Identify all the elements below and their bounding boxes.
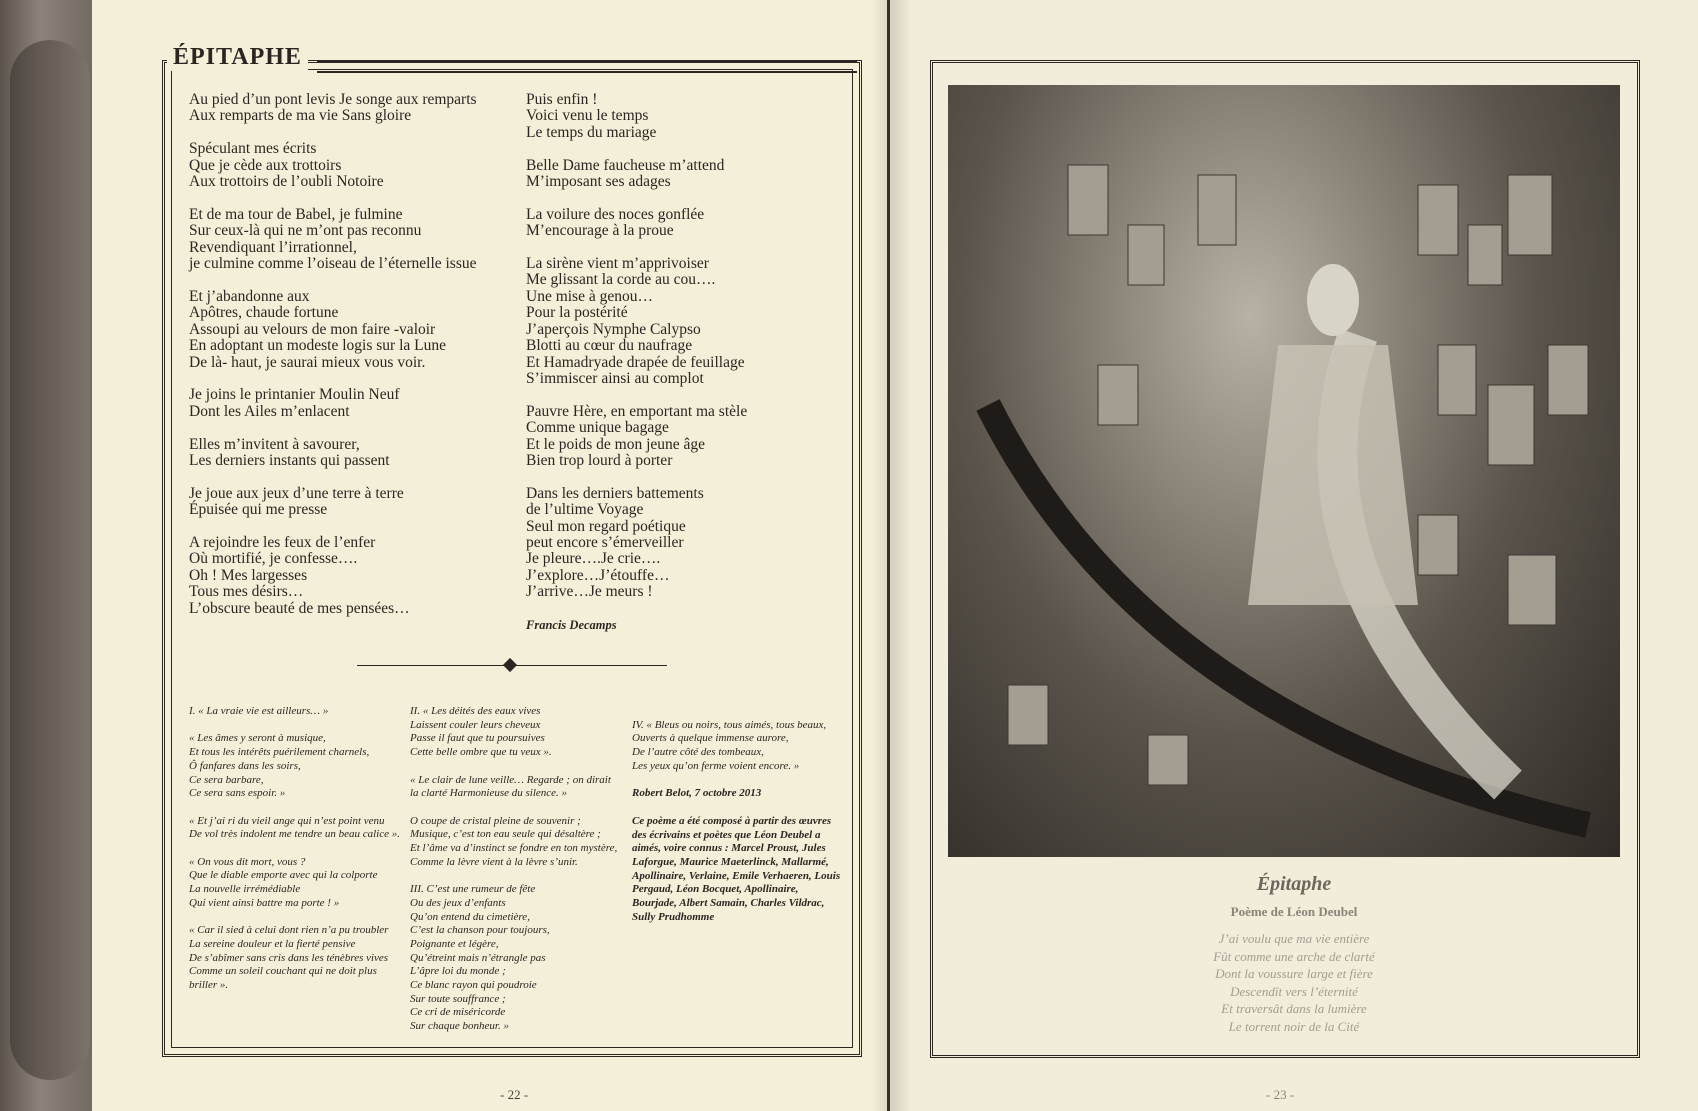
caption-title: Épitaphe [1256, 873, 1332, 895]
right-page [890, 0, 1698, 1111]
book-spine-shadow [872, 0, 912, 1111]
cd-case-edge [0, 0, 100, 1111]
notes-column-3-poem: IV. « Bleus ou noirs, tous aimés, tous beaux, Ouverts à quelque immense aurore, De l’autre côté des tombeaux, Les yeux qu’on ferme voient encore. » [632, 718, 827, 772]
caption-poem: J’ai voulu que ma vie entière Fût comme une arche de clarté Dont la voussure large et fière Descendît vers l’éternité Et traversât dans la lumière Le torrent noir de la Cité [1213, 931, 1375, 1034]
poem-author: Francis Decamps [526, 618, 617, 632]
left-page [92, 0, 887, 1111]
title-rule [317, 60, 857, 73]
notes-signature: Robert Belot, 7 octobre 2013 [632, 787, 762, 800]
notes-column-3 [632, 705, 844, 938]
cd-disc [10, 40, 90, 1080]
poem-column-1: Au pied d’un pont levis Je songe aux remparts Aux remparts de ma vie Sans gloire Spéculant mes écrits Que je cède aux trottoirs Aux trottoirs de l’oubli Notoire Et de ma tour de Babel, je fulmine Sur ceux-là qui ne m’ont pas reconnu Revendiquant l’irrationnel, je culmine comme l’oiseau de l’éternelle issue Et j’abandonne aux Apôtres, chaude fortune Assoupi au velours de mon faire -valoir En adoptant un modeste logis sur la Lune De là- haut, je saurai mieux vous voir. Je joins le printanier Moulin Neuf Dont les Ailes m’enlacent Elles m’invitent à savourer, Les derniers instants qui passent Je joue aux jeux d’une terre à terre Épuisée qui me presse A rejoindre les feux de l’enfer Où mortifié, je confesse…. Oh ! Mes largesses Tous mes désirs… L’obscure beauté de mes pensées… [189, 91, 477, 617]
page-number-right: - 23 - [1266, 1087, 1295, 1102]
notes-column-1: I. « La vraie vie est ailleurs… » « Les âmes y seront à musique, Et tous les intérêts puérilement charnels, Ô fanfares dans les soirs, Ce sera barbare, Ce sera sans espoir. » « Et j’ai ri du vieil ange qui n’est point venu De vol très indolent me tendre un beau calice ». « On vous dit mort, vous ? Que le diable emporte avec qui la colporte La nouvelle irrémédiable Qui vient ainsi battre ma porte ! » « Car il sied à celui dont rien n’a pu troubler La sereine douleur et la fierté pensive De s’abîmer sans cris dans les ténèbres vives Comme un soleil couchant qui ne doit plus briller ». [189, 705, 400, 992]
illustration [948, 85, 1620, 857]
page-title: ÉPITAPHE [167, 44, 308, 71]
notes-credit: Ce poème a été composé à partir des œuvres des écrivains et poètes que Léon Deubel a aimés, voire connus : Marcel Proust, Jules Laforgue, Maurice Maeterlinck, Mallarmé, Apollinaire, Verlaine, Emile Verhaeren, Louis Pergaud, Léon Bocquet, Apollinaire, Bourjade, Albert Samain, Charles Vildrac, Sully Prudhomme [632, 814, 841, 923]
illustration-drawing [948, 85, 1620, 857]
page-number-left: - 22 - [500, 1087, 529, 1102]
poem-column-2: Puis enfin ! Voici venu le temps Le temps du mariage Belle Dame faucheuse m’attend M’imposant ses adages La voilure des noces gonflée M’encourage à la proue La sirène vient m’apprivoiser Me glissant la corde au cou…. Une mise à genou… Pour la postérité J’aperçois Nymphe Calypso Blotti au cœur du naufrage Et Hamadryade drapée de feuillage S’immiscer ainsi au complot Pauvre Hère, en emportant ma stèle Comme unique bagage Et le poids de mon jeune âge Bien trop lourd à porter Dans les derniers battements de l’ultime Voyage Seul mon regard poétique peut encore s’émerveiller Je pleure….Je crie…. J’explore…J’étouffe… J’arrive…Je meurs ! [526, 91, 748, 601]
notes-column-2: II. « Les déités des eaux vives Laissent couler leurs cheveux Passe il faut que tu poursuives Cette belle ombre que tu veux ». « Le clair de lune veille… Regarde ; on dirait la clarté Harmonieuse du silence. » O coupe de cristal pleine de souvenir ; Musique, c’est ton eau seule qui désaltère ; Et l’âme va d’instinct se fondre en ton mystère, Comme la lèvre vient à la lèvre s’unir. III. C’est une rumeur de fête Ou des jeux d’enfants Qu’on entend du cimetière, C’est la chanson pour toujours, Poignante et légère, Qu’étreint mais n’étrangle pas L’âpre loi du monde ; Ce blanc rayon qui poudroie Sur toute souffrance ; Ce cri de miséricorde Sur chaque bonheur. » [410, 705, 618, 1033]
caption-subtitle: Poème de Léon Deubel [1230, 904, 1358, 919]
